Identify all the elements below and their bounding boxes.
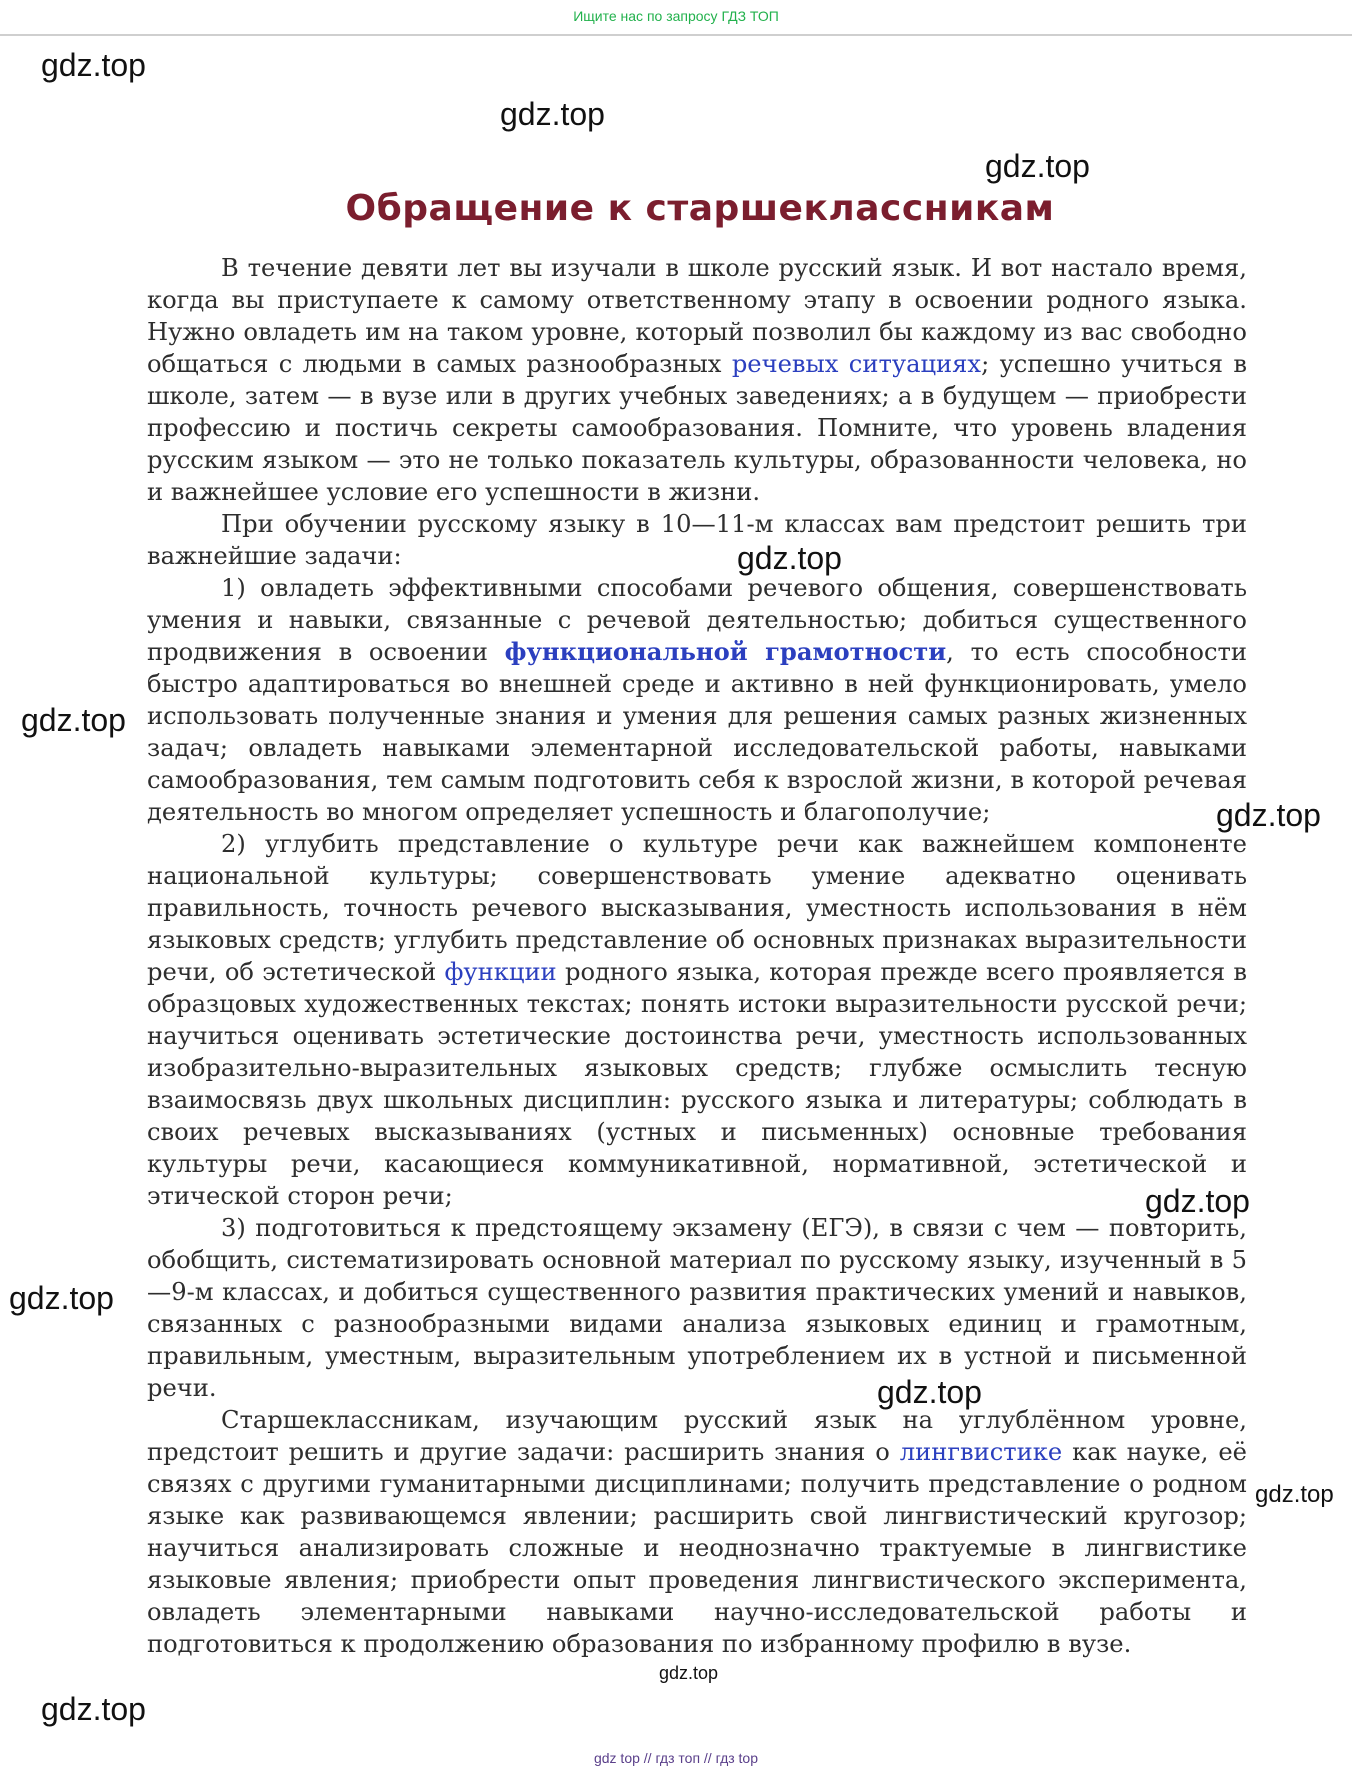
paragraph: 2) углубить представление о культуре речи как важнейшем компоненте национальной культуры; совершенствовать умение адекватно оценивать правильность, точность речевого высказывания, уместность использования в нём языковых средств; углубить представление об основных признаках выразительности речи, об эстетической функции родного языка, которая прежде всего проявляется в образцовых художественных текстах; понять истоки выразительности русской речи; научиться оценивать эстетические достоинства речи, уместность использованных изобразительно-выразительных языковых средств; глубже осмыслить тесную взаимосвязь двух школьных дисциплин: русского языка и литературы; соблюдать в своих речевых высказываниях (устных и письменных) основные требования культуры речи, касающиеся коммуникативной, нормативной, эстетической и этической сторон речи; (147, 830, 1248, 1210)
watermark: gdz.top (1216, 797, 1321, 833)
page-title: Обращение к старшеклассникам (345, 188, 1055, 229)
watermark: gdz.top (1255, 1481, 1334, 1508)
paragraph: При обучении русскому языку в 10—11-м классах вам предстоит решить три важнейшие задачи: (147, 510, 1247, 570)
watermark: gdz.top (21, 702, 126, 738)
top-banner (0, 0, 1352, 36)
paragraph: 1) овладеть эффективными способами речевого общения, совершенствовать умения и навыки, связанные с речевой деятельностью; добиться существенного продвижения в освоении функциональной грамотности, то есть способности быстро адаптироваться во внешней среде и активно в ней функционировать, умело использовать полученные знания и умения для решения самых разных жизненных задач; овладеть навыками элементарной исследовательской работы, навыками самообразования, тем самым подготовить себя к взрослой жизни, в которой речевая деятельность во многом определяет успешность и благополучие; (147, 574, 1248, 826)
watermark: gdz.top (9, 1280, 114, 1316)
term-link[interactable]: функциональной грамотности (504, 637, 947, 666)
paragraph: 3) подготовиться к предстоящему экзамену (ЕГЭ), в связи с чем — повторить, обобщить, систематизировать основной материал по русскому языку, изученный в 5—9-м классах, и добиться существенного развития практических умений и навыков, связанных с разнообразными видами анализа языковых единиц и грамотным, правильным, уместным, выразительным употреблением их в устной и письменной речи. (147, 1214, 1247, 1402)
watermark: gdz.top (737, 540, 842, 576)
term-link[interactable]: функции (444, 958, 557, 986)
footer-links[interactable]: gdz top // гдз топ // гдз top (593, 1750, 759, 1766)
watermark: gdz.top (500, 96, 605, 132)
term-link[interactable]: речевых ситуациях (731, 350, 982, 378)
term-link[interactable]: лингвистике (899, 1438, 1063, 1466)
watermark: gdz.top (1145, 1183, 1250, 1219)
watermark: gdz.top (41, 1691, 146, 1727)
watermark: gdz.top (877, 1374, 982, 1410)
paragraph: Старшеклассникам, изучающим русский язык на углублённом уровне, предстоит решить и другие задачи: расширить знания о лингвистике как науке, её связях с другими гуманитарными дисциплинами; получить представление о родном языке как развивающемся явлении; расширить свой лингвистический кругозор; научиться анализировать сложные и неоднозначно трактуемые в лингвистике языковые явления; приобрести опыт проведения лингвистического эксперимента, овладеть элементарными навыками научно-исследовательской работы и подготовиться к продолжению образования по избранному профилю в вузе. (147, 1406, 1247, 1658)
top-banner-text[interactable]: Ищите нас по запросу ГДЗ ТОП (573, 8, 779, 24)
watermark: gdz.top (41, 47, 146, 83)
watermark: gdz.top (985, 148, 1090, 184)
watermark: gdz.top (659, 1663, 719, 1683)
paragraph: В течение девяти лет вы изучали в школе русский язык. И вот настало время, когда вы приступаете к самому ответственному этапу в освоении родного языка. Нужно овладеть им на таком уровне, который позволил бы каждому из вас свободно общаться с людьми в самых разнообразных речевых ситуациях; успешно учиться в школе, затем — в вузе или в других учебных заведениях; а в будущем — приобрести профессию и постичь секреты самообразования. Помните, что уровень владения русским языком — это не только показатель культуры, образованности человека, но и важнейшее условие его успешности в жизни. (147, 254, 1247, 506)
body-text (147, 252, 1247, 1660)
